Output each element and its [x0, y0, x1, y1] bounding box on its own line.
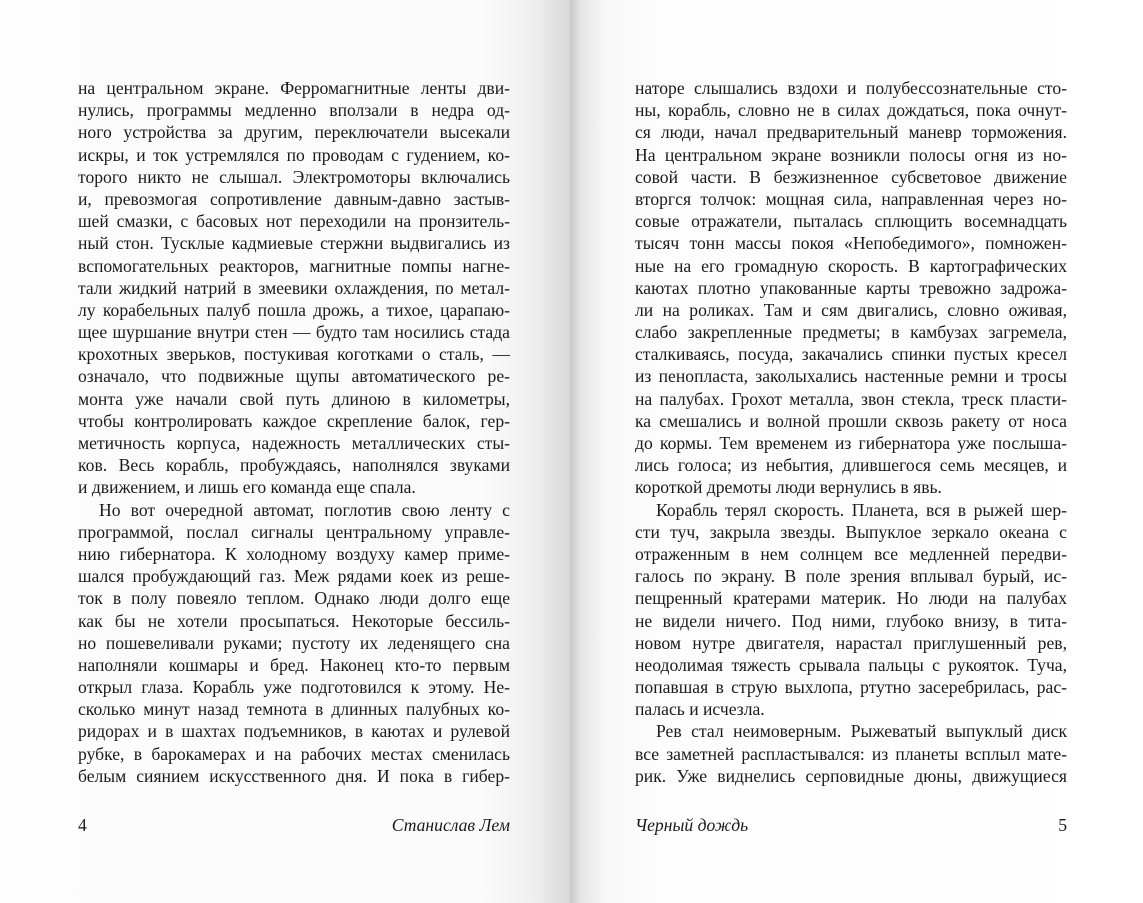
- text-line: ся люди, начал предварительный маневр торможения.: [635, 122, 1067, 143]
- text-line: Но вот очередной автомат, поглотив свою ленту с: [99, 499, 510, 520]
- text-line: и, превозмогая сопротивление давным-давно застыв-: [78, 188, 510, 209]
- right-page-footer: [635, 815, 1067, 836]
- text-line: на палубах. Грохот металла, звон стекла, треск пласти-: [635, 388, 1067, 409]
- text-line: рубке, в барокамерах и на рабочих местах сменилась: [78, 743, 510, 764]
- text-line: сколько минут назад темнота в длинных палубных ко-: [78, 699, 510, 720]
- text-line: ка смешались и волной прошли сквозь ракету от носа: [635, 410, 1067, 431]
- text-line: не видели ничего. Под ними, глубоко внизу, в тита-: [635, 610, 1067, 631]
- left-page-footer: [78, 815, 510, 836]
- text-line: совые отражатели, пыталась сплющить восемнадцать: [635, 211, 1067, 232]
- text-line: лись голоса; из небытия, длившегося семь месяцев, и: [635, 455, 1067, 476]
- text-line: сти туч, закрыла звезды. Выпуклое зеркало океана с: [635, 521, 1067, 542]
- text-line: слабо закрепленные предметы; в камбузах загремела,: [635, 322, 1067, 343]
- text-line: наполняли кошмары и бред. Наконец кто-то первым: [78, 654, 510, 675]
- text-line: означало, что подвижные щупы автоматического ре-: [78, 366, 510, 387]
- text-line: открыл глаза. Корабль уже подготовился к этому. Не-: [78, 677, 510, 698]
- text-line: ридорах и в шахтах подъемников, в каютах и рулевой: [78, 721, 510, 742]
- text-line: палась и исчезла.: [635, 699, 765, 720]
- text-line: пещренный кратерами материк. Но люди на палубах: [635, 588, 1067, 609]
- text-line: неодолимая тяжесть срывала пальцы с рукояток. Туча,: [635, 654, 1067, 675]
- text-line: совой части. В безжизненное субсветовое движение: [635, 166, 1067, 187]
- page-number: 4: [78, 815, 87, 835]
- text-line: щее шуршание внутри стен — будто там носились стада: [78, 322, 510, 343]
- text-line: вторгся толчок: мощная сила, направленная через но-: [635, 188, 1067, 209]
- text-line: наторе слышались вздохи и полубессознательные сто-: [635, 78, 1067, 98]
- text-line: На центральном экране возникли полосы огня из но-: [635, 144, 1067, 165]
- text-line: как бы не хотели просыпаться. Некоторые бессиль-: [78, 610, 510, 631]
- text-line: Рев стал неимоверным. Рыжеватый выпуклый диск: [656, 721, 1067, 742]
- text-line: программой, послал сигналы центральному управле-: [78, 521, 510, 542]
- text-line: каютах плотно упакованные карты тревожно задрожа-: [635, 277, 1067, 298]
- text-line: лу корабельных палуб пошла дрожь, а тихое, царапаю-: [78, 299, 510, 320]
- text-line: нулись, программы медленно вползали в недра од-: [78, 100, 510, 121]
- text-line: тали жидкий натрий в змеевики охлаждения, по метал-: [78, 277, 510, 298]
- left-page-body-text: [78, 77, 510, 787]
- text-line: все заметней распластывался: из планеты всплыл мате-: [635, 743, 1067, 764]
- text-line: ток в полу повеяло теплом. Однако люди долго еще: [78, 588, 510, 609]
- text-line: на центральном экране. Ферромагнитные ленты дви-: [78, 78, 510, 98]
- text-line: тысяч тонн массы покоя «Непобедимого», помножен-: [635, 233, 1067, 254]
- text-line: до кормы. Тем временем из гибернатора уже послыша-: [635, 433, 1067, 453]
- right-page: [570, 0, 1143, 903]
- text-line: и движением, и лишь его команда еще спала.: [78, 477, 416, 498]
- text-line: отраженным в нем солнцем все медленней передви-: [635, 543, 1067, 564]
- text-line: монта уже начали свой путь длиною в километры,: [78, 388, 510, 409]
- text-line: крохотных зверьков, постукивая коготками о сталь, —: [78, 344, 510, 365]
- text-line: ков. Весь корабль, пробуждаясь, наполнялся звуками: [78, 455, 510, 476]
- text-line: метичность корпуса, надежность металлических сты-: [78, 433, 510, 453]
- page-number: 5: [1058, 815, 1067, 835]
- text-line: ли на роликах. Там и сям двигались, словно оживая,: [635, 299, 1067, 320]
- text-line: попавшая в струю выхлопа, ртутно засеребрилась, рас-: [635, 677, 1067, 698]
- text-line: шался пробуждающий газ. Меж рядами коек из реше-: [78, 566, 510, 587]
- text-line: Корабль терял скорость. Планета, вся в рыжей шер-: [656, 499, 1067, 520]
- text-line: вспомогательных реакторов, магнитные помпы нагне-: [78, 255, 510, 276]
- running-head-author: Станислав Лем: [391, 815, 510, 835]
- text-line: ный стон. Тусклые кадмиевые стержни выдвигались из: [78, 233, 510, 254]
- running-head-title: Черный дождь: [635, 815, 749, 835]
- text-line: но пошевеливали руками; пустоту их леденящего сна: [78, 632, 510, 653]
- right-page-body-text: [635, 77, 1067, 787]
- text-line: белым сиянием искусственного дня. И пока в гибер-: [78, 765, 510, 786]
- text-line: короткой дремоты люди вернулись в явь.: [635, 477, 942, 498]
- text-line: ные на его громадную скорость. В картографических: [635, 255, 1067, 276]
- text-line: рик. Уже виднелись серповидные дюны, движущиеся: [635, 765, 1067, 786]
- text-line: искры, и ток устремлялся по проводам с гудением, ко-: [78, 144, 510, 165]
- text-line: сталкиваясь, посуда, закачались спинки пустых кресел: [635, 344, 1067, 365]
- text-line: галось по экрану. В поле зрения вплывал бурый, ис-: [635, 566, 1067, 587]
- text-line: ны, корабль, словно не в силах дождаться, пока очнут-: [635, 100, 1067, 121]
- text-line: торого никто не слышал. Электромоторы включались: [78, 166, 510, 187]
- text-line: новом нутре двигателя, нарастал приглушенный рев,: [635, 632, 1067, 653]
- text-line: из пенопласта, заколыхались настенные ремни и тросы: [635, 366, 1067, 387]
- left-page: [0, 0, 570, 903]
- text-line: ного устройства за другим, переключатели высекали: [78, 122, 510, 143]
- text-line: шей смазки, с басовых нот переходили на пронзитель-: [78, 211, 510, 232]
- text-line: нию гибернатора. К холодному воздуху камер приме-: [78, 543, 510, 564]
- text-line: чтобы контролировать каждое скрепление балок, гер-: [78, 410, 510, 431]
